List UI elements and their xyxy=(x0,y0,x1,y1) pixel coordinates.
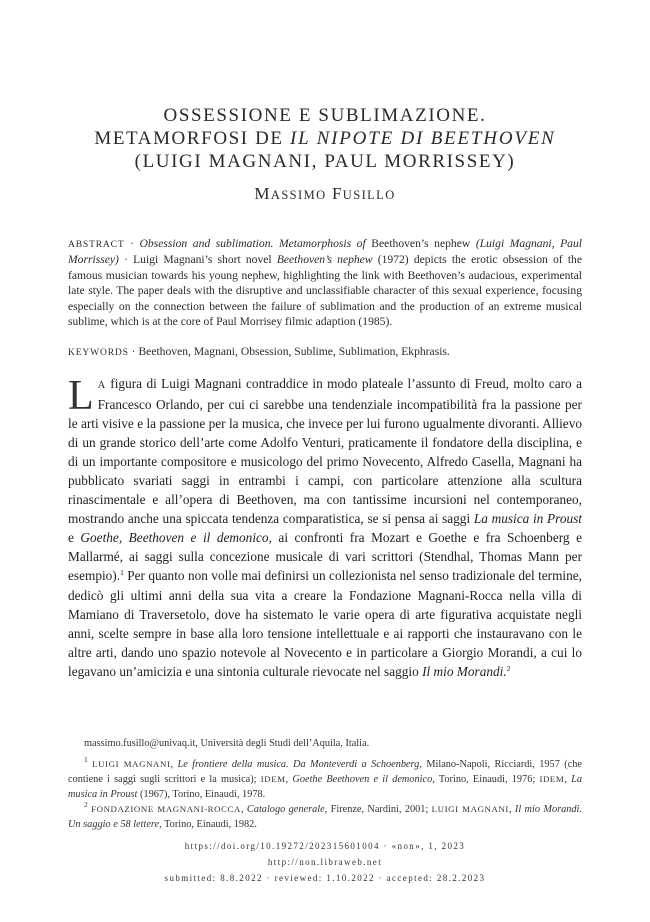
keywords-list: Beethoven, Magnani, Obsession, Sublime, Sublimation, Ekphrasis. xyxy=(138,345,450,358)
keywords-label: KEYWORDS xyxy=(68,347,129,358)
fn1-text: , Milano-Napoli, Ricciardi, 1957 (che contiene i saggi sugli scrittori e la musica); xyxy=(68,758,582,785)
drop-cap: L xyxy=(68,373,94,419)
abstract-text-1: Beethoven’s nephew xyxy=(365,237,476,250)
fn1-author: LUIGI MAGNANI xyxy=(92,758,171,769)
abstract xyxy=(68,236,582,329)
first-word: A xyxy=(97,380,106,391)
fn2-sep-2: , xyxy=(508,804,515,815)
publication-info xyxy=(0,838,650,886)
fn2-text-2: , Torino, Einaudi, 1982. xyxy=(159,818,257,830)
body-italic-2: Goethe, Beethoven e il demonico, xyxy=(80,530,272,546)
footnote-2-number: 2 xyxy=(84,800,88,809)
article-title xyxy=(0,104,650,173)
footnote-ref-2[interactable]: 2 xyxy=(506,663,511,673)
journal-url[interactable]: http://non.libraweb.net xyxy=(267,857,383,867)
fn1-title-2: Goethe Beethoven e il demonico xyxy=(292,774,433,785)
fn1-sep-2: , xyxy=(285,774,293,785)
footnote-1 xyxy=(68,754,583,803)
abstract-label: ABSTRACT xyxy=(68,239,125,250)
submission-dates: submitted: 8.8.2022 · reviewed: 1.10.2022 · accepted: 28.2.2023 xyxy=(164,873,486,883)
abstract-authors: (Luigi Magnani, Paul Morrissey) xyxy=(68,237,582,267)
abstract-novel-title: Beethoven’s nephew xyxy=(276,253,373,267)
author-first-initial: M xyxy=(254,184,271,203)
fn2-sep: , xyxy=(240,804,247,815)
abstract-text-2: · Luigi Magnani’s short novel xyxy=(118,253,277,267)
body-text-2: e xyxy=(68,530,81,546)
keywords xyxy=(68,344,582,360)
fn1-text-2: , Torino, Einaudi, 1976; xyxy=(432,774,540,785)
fn1-idem-1: IDEM xyxy=(260,774,286,784)
fn2-author: LUIGI MAGNANI xyxy=(431,804,509,814)
fn1-sep: , xyxy=(170,758,178,770)
footnote-2 xyxy=(68,802,582,832)
author-email-note: massimo.fusillo@univaq.it, Università degli Studi dell’Aquila, Italia. xyxy=(84,738,370,749)
abstract-title-english: Obsession and sublimation. Metamorphosis of xyxy=(139,237,366,250)
fn2-text: , Firenze, Nardini, 2001; xyxy=(324,804,432,815)
fn1-text-3: (1967), Torino, Einaudi, 1978. xyxy=(137,788,266,800)
footnote-1-number: 1 xyxy=(84,754,88,764)
title-line-2-italic: IL NIPOTE DI BEETHOVEN xyxy=(289,128,556,149)
title-line-3: (LUIGI MAGNANI, PAUL MORRISSEY) xyxy=(134,151,516,172)
author-last-initial: F xyxy=(331,184,343,203)
body-text-4: Per quanto non volle mai definirsi un collezionista nel senso tradizionale del termine, dedicò gli ultimi anni della sua vita a creare la Fondazione Magnani-Rocca nella villa di Mamiano di Traversetolo, dove ha sistemato le varie opera di arte figurativa acquistate negli anni, scelte sempre in base alla loro tensione intellettuale e ai rapporti che instauravano con le altre arti, dando uno spazio notevole al Novecento e in particolare a Giorgio Morandi, a cui lo legavano un’amicizia e una sintonia culturale rievocate nel saggio xyxy=(68,568,582,679)
doi-line[interactable]: https://doi.org/10.19272/202315601004 · «non», 1, 2023 xyxy=(184,841,466,851)
keywords-separator: · xyxy=(128,345,139,358)
author-last-rest: USILLO xyxy=(342,188,396,202)
fn2-title-2: Il mio Morandi. Un saggio e 58 lettere xyxy=(68,804,582,830)
title-line-2-prefix: METAMORFOSI DE xyxy=(94,128,290,149)
body-paragraph xyxy=(68,374,582,681)
body-text-3: ai confronti fra Mozart e Goethe e fra Schoenberg e Mallarmé, ai saggi sulla concezione musicale di vari scrittori (Stendhal, Thomas Mann per esempio). xyxy=(68,530,582,584)
abstract-separator: · xyxy=(124,237,140,250)
fn2-title: Catalogo generale xyxy=(246,804,325,815)
fn1-title: Le frontiere della musica. Da Monteverdi a Schoenberg xyxy=(177,758,420,770)
author-first-rest: ASSIMO xyxy=(270,188,327,202)
footnote-ref-1[interactable]: 1 xyxy=(120,568,124,578)
body-italic-3: Il mio Morandi. xyxy=(422,663,507,679)
abstract-text-3: (1972) depicts the erotic obsession of the famous musician towards his young nephew, highlighting the link with Beethoven’s audacious, experimental late style. The paper deals with the disruptive and unclassifiable character of this sexual experience, focusing especially on the connection between the failure of sublimation and the production of an extreme musical sublime, which is at the core of Paul Morrisey filmic adaption (1985). xyxy=(68,253,582,329)
fn1-title-3: La musica in Proust xyxy=(68,774,583,800)
body-text-1: figura di Luigi Magnani contraddice in modo plateale l’assunto di Freud, molto caro a Francesco Orlando, per cui ci sarebbe una tendenziale incompatibilità fra la passione per le arti visive e la passione per la musica, che invece per lui furono ugualmente divoranti. Allievo di un grande storico dell’arte come Adolfo Venturi, praticamente il fondatore della disciplina, e di un importante compositore e musicologo del primo Novecento, Alfredo Casella, Magnani ha pubblicato svariati saggi in entrambi i campi, con particolare attenzione alla scultura rinascimentale e all’opera di Beethoven, ma con tantissime incursioni nel contemporaneo, mostrando anche una spiccata tendenza comparatistica, se si pensa ai saggi xyxy=(68,376,582,527)
fn2-institution: FONDAZIONE MAGNANI-ROCCA xyxy=(91,804,241,814)
fn1-sep-3: , xyxy=(564,774,572,785)
title-line-1: OSSESSIONE E SUBLIMAZIONE. xyxy=(163,105,487,126)
title-line-2 xyxy=(0,127,650,150)
author-name xyxy=(0,184,650,204)
footnotes xyxy=(68,737,582,832)
body-italic-1: La musica in Proust xyxy=(473,511,582,527)
fn1-idem-2: IDEM xyxy=(539,774,565,784)
